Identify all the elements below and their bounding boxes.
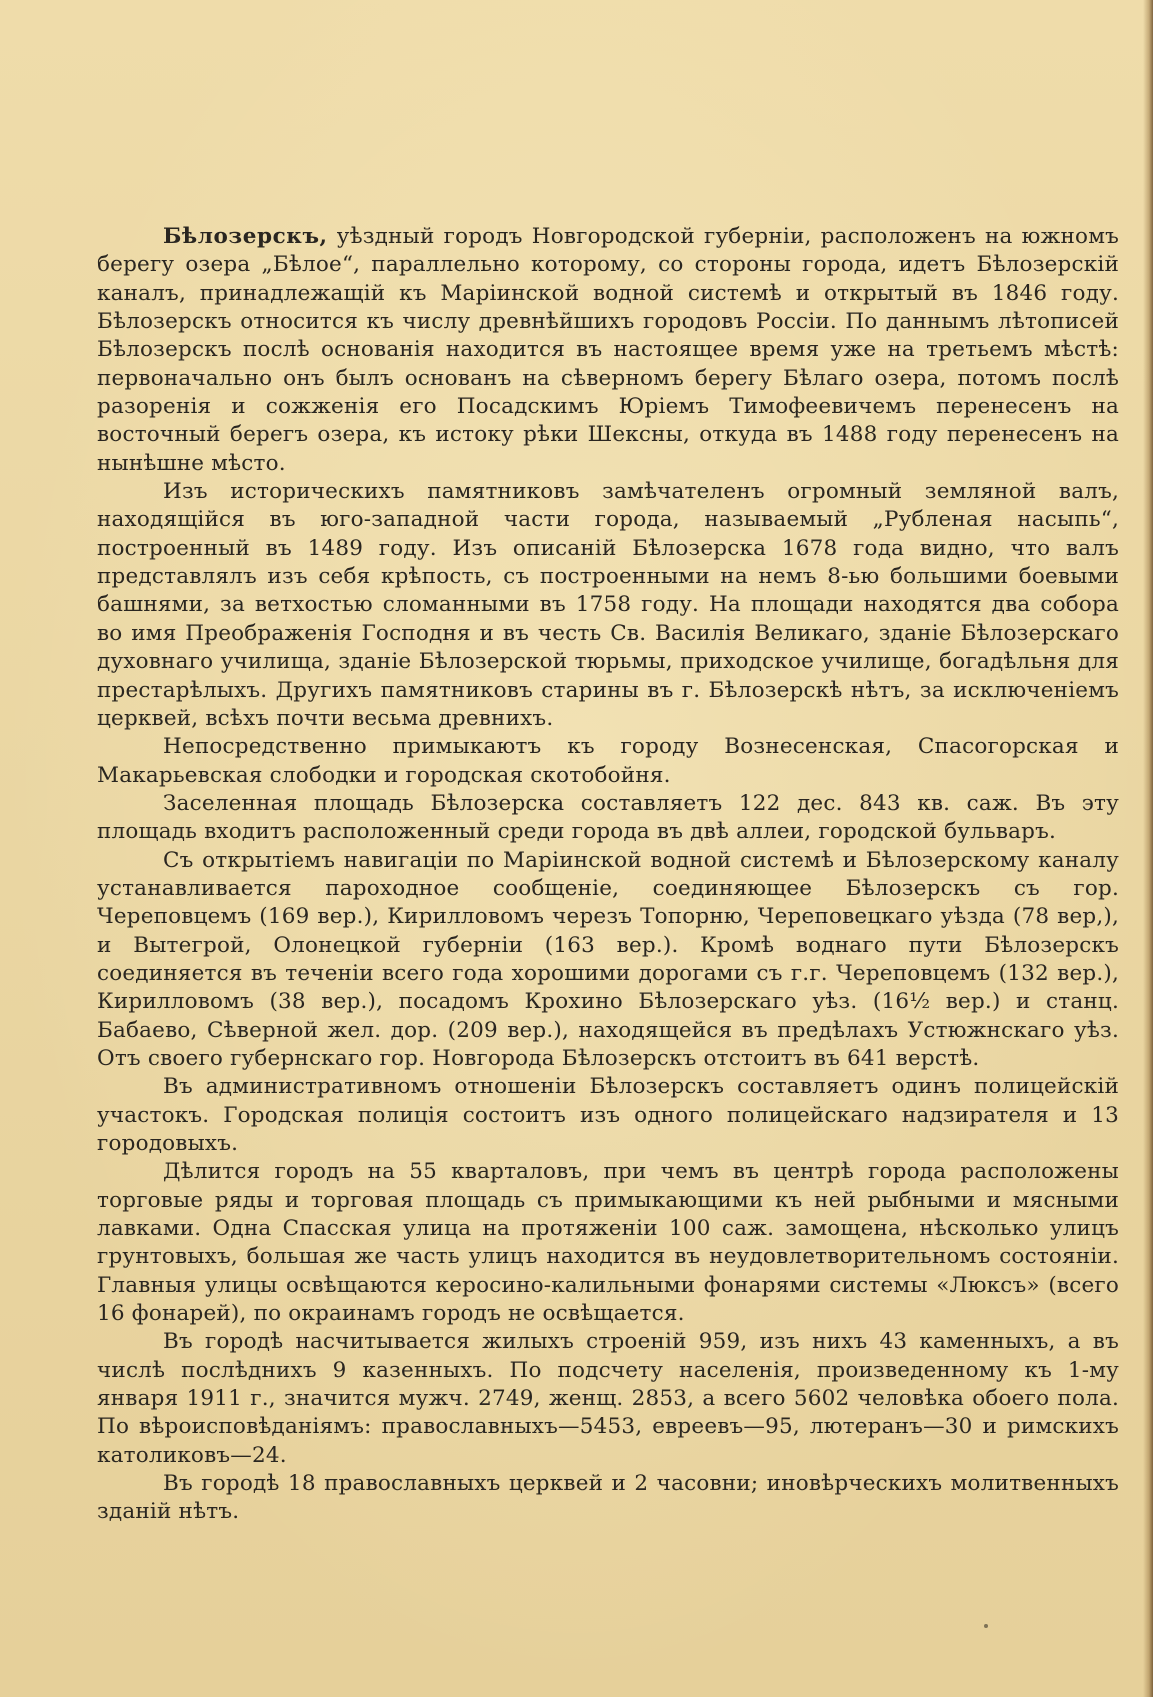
paragraph-4: Заселенная площадь Бѣлозерска составляетъ 122 дес. 843 кв. саж. Въ эту площадь входитъ расположенный среди города въ двѣ аллеи, городской бульваръ. — [97, 790, 1119, 845]
paragraph-5: Съ открытіемъ навигаціи по Маріинской водной системѣ и Бѣлозерскому каналу устанавливается пароходное сообщеніе, соединяющее Бѣлозерскъ съ гор. Череповцемъ (169 вер.), Кирилловомъ черезъ Топорню, Череповецкаго уѣзда (78 вер,), и Вытегрой, Олонецкой губерніи (163 вер.). Кромѣ воднаго пути Бѣлозерскъ соединяется въ теченіи всего года хорошими дорогами съ г.г. Череповцемъ (132 вер.), Кирилловомъ (38 вер.), посадомъ Крохино Бѣлозерскаго уѣз. (16½ вер.) и станц. Бабаево, Сѣверной жел. дор. (209 вер.), находящейся въ предѣлахъ Устюжнскаго уѣз. Отъ своего губернскаго гор. Новгорода Бѣлозерскъ отстоитъ въ 641 верстѣ. — [97, 847, 1119, 1071]
paragraph-1-text: уѣздный городъ Новгородской губерніи, расположенъ на южномъ берегу озера „Бѣлое“, параллельно которому, со стороны города, идетъ Бѣлозерскій каналъ, принадлежащій къ Маріинской водной системѣ и открытый въ 1846 году. Бѣлозерскъ относится къ числу древнѣйшихъ городовъ Россіи. По даннымъ лѣтописей Бѣлозерскъ послѣ основанія находится въ настоящее время уже на третьемъ мѣстѣ: первоначально онъ былъ основанъ на сѣверномъ берегу Бѣлаго озера, потомъ послѣ разоренія и сожженія его Посадскимъ Юріемъ Тимофеевичемъ перенесенъ на восточный берегъ озера, къ истоку рѣки Шексны, откуда въ 1488 году перенесенъ на нынѣшне мѣсто. — [97, 224, 1119, 476]
ink-speck — [984, 1624, 988, 1628]
paragraph-3: Непосредственно примыкаютъ къ городу Вознесенская, Спасогорская и Макарьевская слободки и городская скотобойня. — [97, 734, 1119, 788]
paragraph-7: Дѣлится городъ на 55 кварталовъ, при чемъ въ центрѣ города расположены торговые ряды и торговая площадь съ примыкающими къ ней рыбными и мясными лавками. Одна Спасская улица на протяженіи 100 саж. замощена, нѣсколько улицъ грунтовыхъ, большая же часть улицъ находится въ неудовлетворительномъ состояніи. Главныя улицы освѣщаются керосино-калильными фонарями системы «Люксъ» (всего 16 фонарей), по окраинамъ городъ не освѣщается. — [97, 1159, 1119, 1327]
paragraph-1 — [97, 223, 1119, 478]
paragraph-6: Въ административномъ отношеніи Бѣлозерскъ составляетъ одинъ полицейскій участокъ. Городская полиція состоитъ изъ одного полицейскаго надзирателя и 13 городовыхъ. — [97, 1074, 1119, 1156]
article-body — [97, 223, 1119, 1527]
paragraph-2: Изъ историческихъ памятниковъ замѣчателенъ огромный земляной валъ, находящійся въ юго-западной части города, называемый „Рубленая насыпь“, построенный въ 1489 году. Изъ описаній Бѣлозерска 1678 года видно, что валъ представлялъ изъ себя крѣпость, съ построенными на немъ 8-ью большими боевыми башнями, за ветхостью сломанными въ 1758 году. На площади находятся два собора во имя Преображенія Господня и въ честь Св. Василія Великаго, зданіе Бѣлозерскаго духовнаго училища, зданіе Бѣлозерской тюрьмы, приходское училище, богадѣльня для престарѣлыхъ. Другихъ памятниковъ старины въ г. Бѣлозерскѣ нѣтъ, за исключеніемъ церквей, всѣхъ почти весьма древнихъ. — [97, 479, 1119, 731]
paragraph-9: Въ городѣ 18 православныхъ церквей и 2 часовни; иновѣрческихъ молитвенныхъ зданій нѣтъ. — [97, 1471, 1119, 1525]
page-binding-edge — [1143, 0, 1153, 1697]
city-name-lead: Бѣлозерскъ, — [163, 224, 328, 249]
paragraph-8: Въ городѣ насчитывается жилыхъ строеній 959, изъ нихъ 43 каменныхъ, а въ числѣ послѣднихъ 9 казенныхъ. По подсчету населенія, произведенному къ 1-му января 1911 г., значится мужч. 2749, женщ. 2853, а всего 5602 человѣка обоего пола. По вѣроисповѣданіямъ: православныхъ—5453, евреевъ—95, лютеранъ—30 и римскихъ католиковъ—24. — [97, 1329, 1119, 1468]
